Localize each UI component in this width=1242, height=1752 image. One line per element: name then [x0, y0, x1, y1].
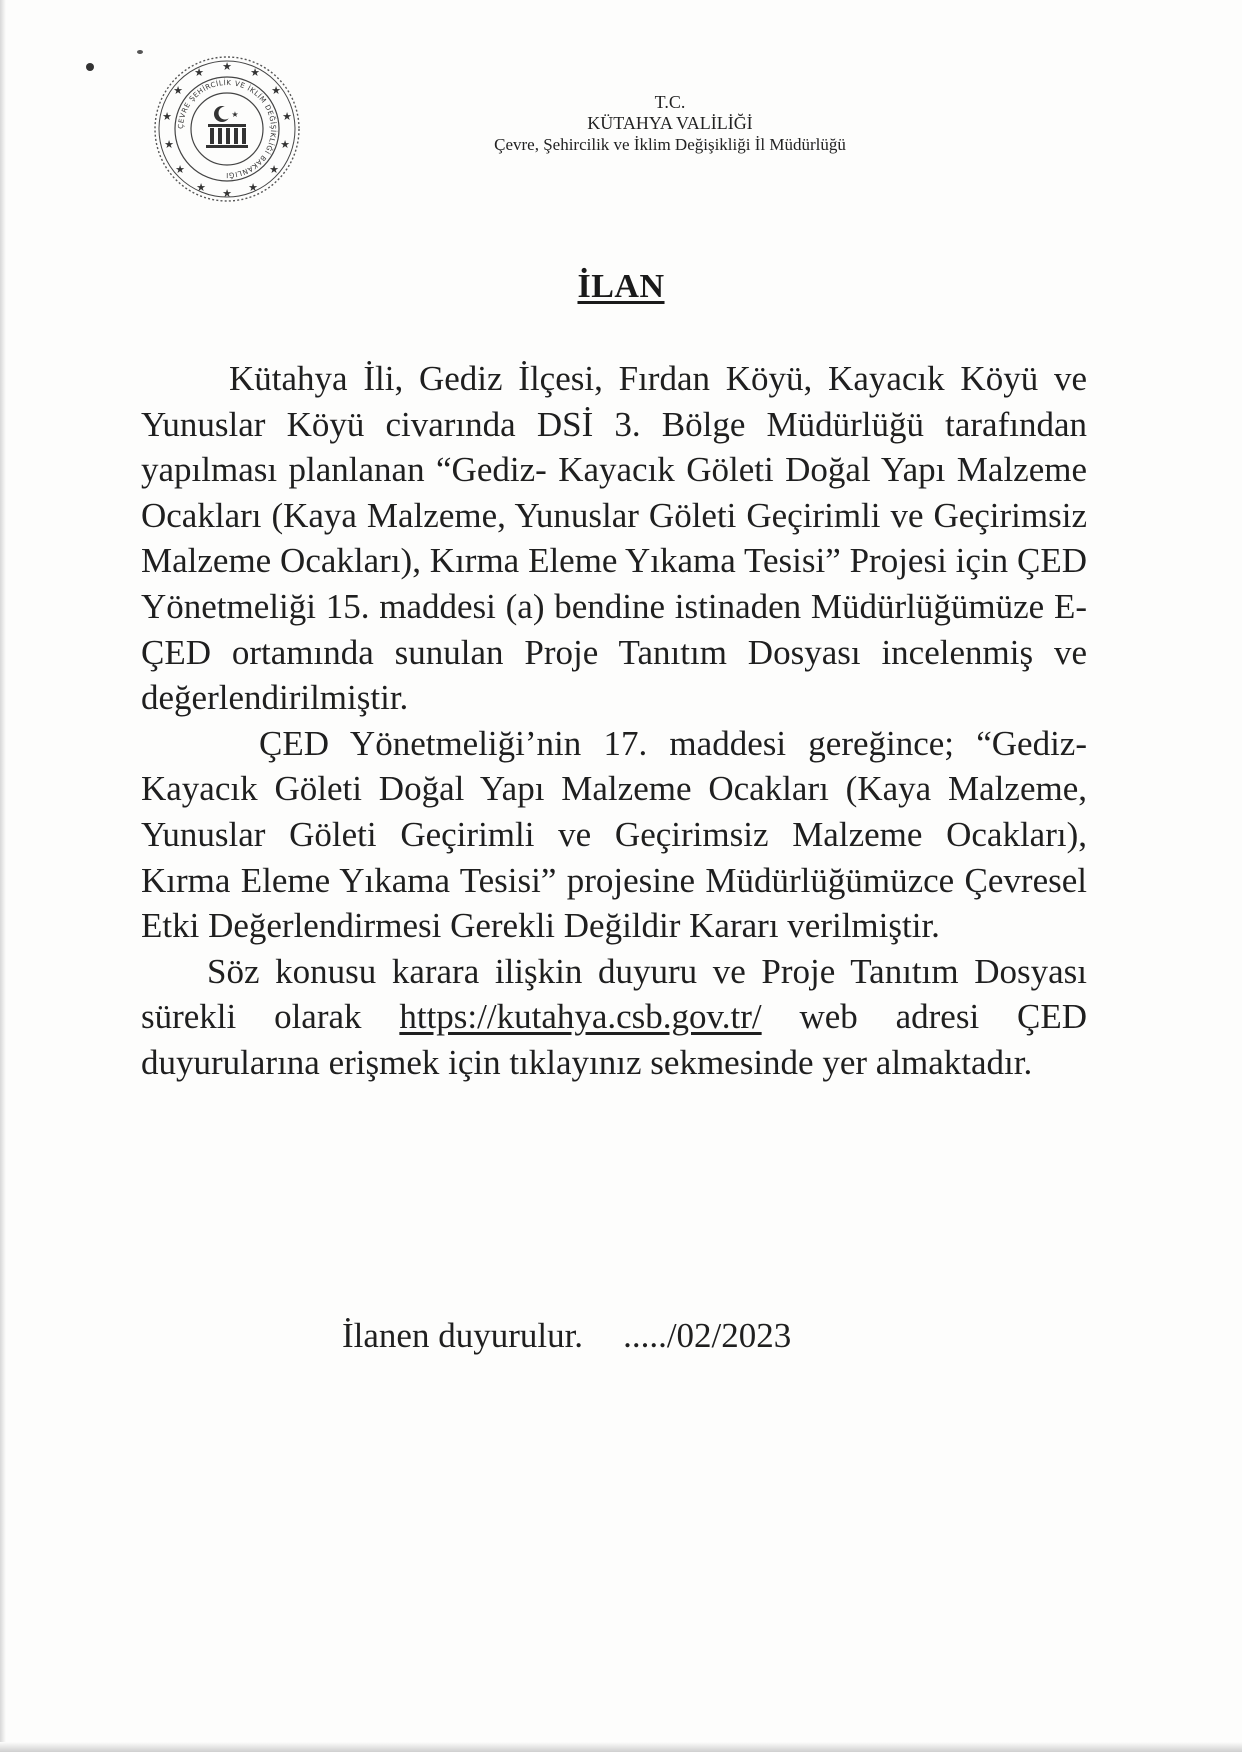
svg-text:★: ★ — [222, 187, 232, 200]
announcement-paragraph-1: Kütahya İli, Gediz İlçesi, Fırdan Köyü, Kayacık Köyü ve Yunuslar Köyü civarında DSİ 3. Bölge Müdürlüğü tarafından yapılması planlanan “Gediz- Kayacık Göleti Doğal Yapı Malzeme Ocakları (Kaya Malzeme, Yunuslar Göleti Geçirimli ve Geçirimsiz Malzeme Ocakları), Kırma Eleme Yıkama Tesisi” Projesi için ÇED Yönetmeliği 15. maddesi (a) bendine istinaden Müdürlüğümüze E-ÇED ortamında sunulan Proje Tanıtım Dosyası incelenmiş ve değerlendirilmiştir. — [141, 359, 1087, 718]
svg-text:★: ★ — [271, 84, 281, 97]
announcement-body — [141, 356, 1087, 1086]
scan-edge-left — [0, 0, 6, 1752]
svg-text:★: ★ — [231, 110, 239, 119]
svg-text:ÇEVRE ŞEHİRCİLİK VE İKLİM DEĞİ: ÇEVRE ŞEHİRCİLİK VE İKLİM DEĞİŞİKLİĞİ BAKANLIĞI — [176, 78, 278, 180]
svg-text:★: ★ — [250, 66, 260, 79]
announcement-paragraph-3 — [141, 949, 1087, 1086]
svg-text:★: ★ — [162, 110, 172, 123]
paragraph-3-text-before: Söz konusu karara ilişkin duyuru ve Proje Tanıtım Dosyası sürekli olarak — [141, 951, 1087, 1037]
closing-text: İlanen duyurulur. — [342, 1316, 584, 1355]
svg-text:★: ★ — [175, 163, 185, 176]
page-title: İLAN — [577, 268, 665, 305]
website-link[interactable]: https://kutahya.csb.gov.tr/ — [399, 997, 762, 1037]
scan-speck — [137, 50, 143, 54]
header-directorate: Çevre, Şehircilik ve İklim Değişikliği İl Müdürlüğü — [494, 135, 846, 154]
scan-speck — [86, 63, 94, 71]
svg-text:★: ★ — [194, 66, 204, 79]
svg-text:★: ★ — [248, 181, 258, 194]
svg-text:★: ★ — [196, 181, 206, 194]
paragraph-3-text-after: web adresi ÇED duyurularına erişmek için tıklayınız sekmesinde yer almaktadır. — [141, 997, 1087, 1082]
scan-edge-bottom — [0, 1742, 1242, 1752]
svg-text:★: ★ — [222, 60, 232, 73]
closing-line — [342, 1313, 791, 1359]
svg-text:★: ★ — [269, 163, 279, 176]
svg-text:★: ★ — [282, 110, 292, 123]
announcement-date: ...../02/2023 — [623, 1316, 792, 1355]
svg-text:★: ★ — [164, 138, 174, 151]
ministry-seal-icon — [152, 54, 302, 204]
header-governorship: KÜTAHYA VALİLİĞİ — [587, 113, 753, 133]
svg-text:★: ★ — [280, 138, 290, 151]
svg-text:★: ★ — [173, 84, 183, 97]
announcement-paragraph-2: ÇED Yönetmeliği’nin 17. maddesi gereğince; “Gediz- Kayacık Göleti Doğal Yapı Malzeme Ocakları (Kaya Malzeme, Yunuslar Göleti Geçirimli ve Geçirimsiz Malzeme Ocakları), Kırma Eleme Yıkama Tesisi” projesine Müdürlüğümüzce Çevresel Etki Değerlendirmesi Gerekli Değildir Kararı verilmiştir. — [141, 723, 1087, 946]
header-tc: T.C. — [654, 92, 686, 112]
letterhead — [420, 92, 920, 155]
